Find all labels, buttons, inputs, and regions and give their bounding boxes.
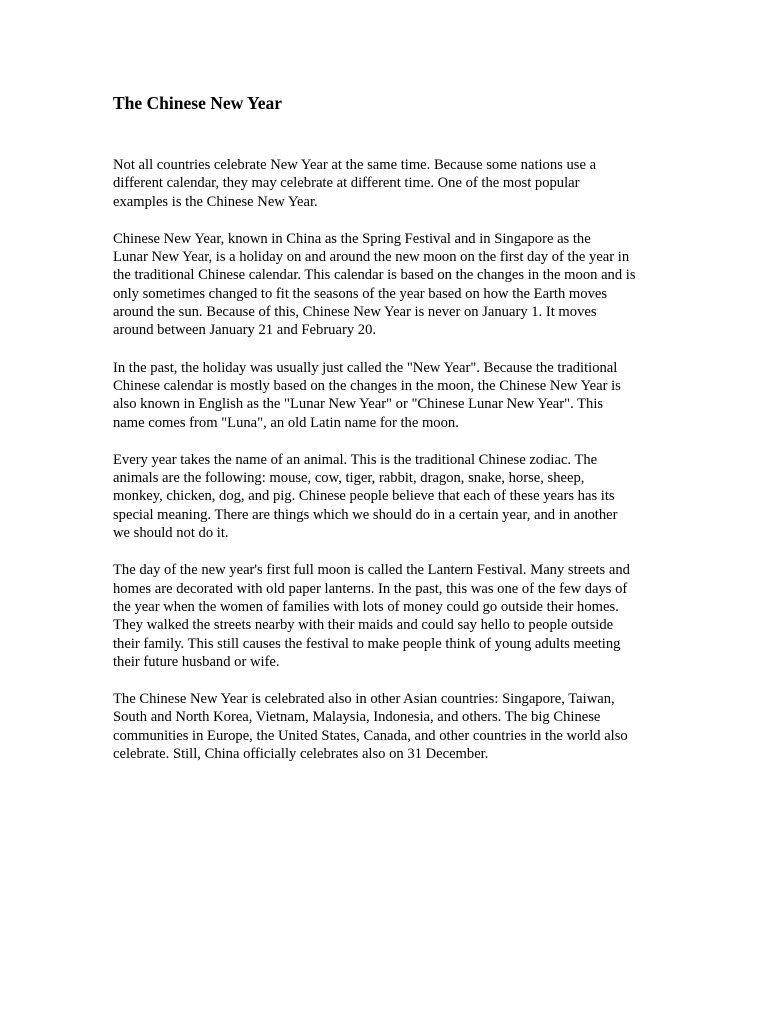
paragraph-lantern-festival: The day of the new year's first full moon is called the Lantern Festival. Many streets and homes are decorated with old paper lanterns. In the past, this was one of the few days of the year when the women of families with lots of money could go outside their homes. They walked the streets nearby with their maids and could say hello to people outside their family. This still causes the festival to make people think of young adults meeting their future husband or wife. [113,562,630,670]
document-body [113,92,658,782]
paragraph-intro: Not all countries celebrate New Year at the same time. Because some nations use a different calendar, they may celebrate at different time. One of the most popular examples is the Chinese New Year. [113,157,597,210]
document-title: The Chinese New Year [113,93,282,113]
paragraph-zodiac: Every year takes the name of an animal. This is the traditional Chinese zodiac. The animals are the following: mouse, cow, tiger, rabbit, dragon, snake, horse, sheep, monkey, chicken, dog, and pig. Chinese people believe that each of these years has its special meaning. There are things which we should do in a certain year, and in another we should not do it. [113,451,618,542]
paragraph-lunar-new-year: In the past, the holiday was usually just called the "New Year". Because the traditional Chinese calendar is mostly based on the changes in the moon, the Chinese New Year is also known in English as the "Lunar New Year" or "Chinese Lunar New Year". This name comes from "Luna", an old Latin name for the moon. [113,359,621,431]
paragraph-other-countries: The Chinese New Year is celebrated also in other Asian countries: Singapore, Taiwan, South and North Korea, Vietnam, Malaysia, Indonesia, and others. The big Chinese communities in Europe, the United States, Canada, and other countries in the world also celebrate. Still, China officially celebrates also on 31 December. [113,691,628,763]
paragraph-spring-festival: Chinese New Year, known in China as the Spring Festival and in Singapore as the Lunar New Year, is a holiday on and around the new moon on the first day of the year in the traditional Chinese calendar. This calendar is based on the changes in the moon and is only sometimes changed to fit the seasons of the year based on how the Earth moves around the sun. Because of this, Chinese New Year is never on January 1. It moves around between January 21 and February 20. [113,230,636,339]
